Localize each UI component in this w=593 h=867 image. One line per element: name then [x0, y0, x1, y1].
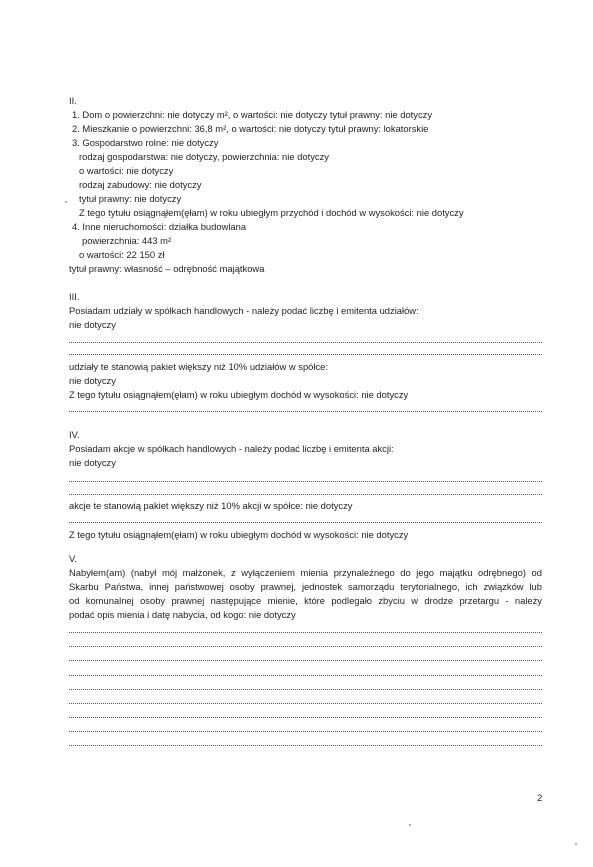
section-5-paragraph-line-3: od komunalnej osoby prawnej następujące mienie, które podlegało zbyciu w drodze przetargu - należy	[69, 595, 542, 606]
section-5-heading: V.	[69, 553, 77, 564]
section-3-shares-question: Posiadam udziały w spółkach handlowych - należy podać liczbę i emitenta udziałów:	[69, 305, 419, 316]
item-3-farm-title: tytuł prawny: nie dotyczy	[79, 193, 182, 204]
section-3-heading: III.	[69, 291, 80, 302]
item-4-value: o wartości: 22 150 zł	[79, 249, 165, 260]
item-3-farm-income: Z tego tytułu osiągnąłem(ęłam) w roku ubiegłym przychód i dochód w wysokości: nie dotyczy	[79, 207, 464, 218]
section-4-stocks-question: Posiadam akcje w spółkach handlowych - należy podać liczbę i emitenta akcji:	[69, 443, 394, 454]
section-3-stake-question: udziały te stanowią pakiet większy niż 10% udziałów w spółce:	[69, 361, 328, 372]
section-5-paragraph-line-2: Skarbu Państwa, innej państwowej osoby prawnej, jednostek samorządu terytorialnego, ich związków lub	[69, 581, 542, 592]
section-5-paragraph-line-4: podać opis mienia i datę nabycia, od kogo: nie dotyczy	[69, 609, 296, 620]
section-3-income: Z tego tytułu osiągnąłem(ęłam) w roku ubiegłym dochód w wysokości: nie dotyczy	[69, 389, 409, 400]
page-number: 2	[537, 792, 543, 803]
item-1-house: 1. Dom o powierzchni: nie dotyczy m², o wartości: nie dotyczy tytuł prawny: nie dotyczy	[72, 109, 433, 120]
dotted-line	[69, 481, 542, 482]
dotted-line	[69, 745, 542, 746]
dotted-line	[69, 731, 542, 732]
item-2-apartment: 2. Mieszkanie o powierzchni: 36,8 m², o wartości: nie dotyczy tytuł prawny: lokatorskie	[72, 123, 429, 134]
dotted-line	[69, 717, 542, 718]
item-4-other-property: 4. Inne nieruchomości: działka budowlana	[72, 221, 247, 232]
item-4-legal-title: tytuł prawny: własność – odrębność majątkowa	[69, 263, 265, 274]
item-3-farm-buildings: rodzaj zabudowy: nie dotyczy	[79, 179, 202, 190]
dotted-line	[69, 703, 542, 704]
item-3-farm: 3. Gospodarstwo rolne: nie dotyczy	[72, 137, 219, 148]
section-5-paragraph-line-1: Nabyłem(am) (nabył mój małżonek, z wyłączeniem mienia przynależnego do jego majątku odrębnego) od	[69, 567, 542, 578]
scan-speck	[409, 824, 411, 826]
section-2-heading: II.	[69, 95, 77, 106]
section-4-income: Z tego tytułu osiągnąłem(ęłam) w roku ubiegłym dochód w wysokości: nie dotyczy	[69, 529, 409, 540]
section-3-shares-answer: nie dotyczy	[69, 319, 116, 330]
section-3-stake-answer: nie dotyczy	[69, 375, 116, 386]
item-3-farm-value: o wartości: nie dotyczy	[79, 165, 174, 176]
section-4-stake: akcje te stanowią pakiet większy niż 10% akcji w spółce: nie dotyczy	[69, 500, 353, 511]
dotted-line	[69, 342, 542, 343]
dotted-line	[69, 689, 542, 690]
item-4-area: powierzchnia: 443 m²	[82, 235, 172, 246]
dotted-line	[69, 494, 542, 495]
scan-speck	[65, 201, 67, 203]
section-4-heading: IV.	[69, 429, 80, 440]
dotted-line	[69, 646, 542, 647]
dotted-line	[69, 354, 542, 355]
item-3-farm-type: rodzaj gospodarstwa: nie dotyczy, powierzchnia: nie dotyczy	[79, 151, 329, 162]
section-4-stocks-answer: nie dotyczy	[69, 457, 116, 468]
dotted-line	[69, 660, 542, 661]
dotted-line	[69, 675, 542, 676]
scan-speck	[575, 843, 577, 845]
dotted-line	[69, 411, 542, 412]
dotted-line	[69, 522, 542, 523]
dotted-line	[69, 632, 542, 633]
